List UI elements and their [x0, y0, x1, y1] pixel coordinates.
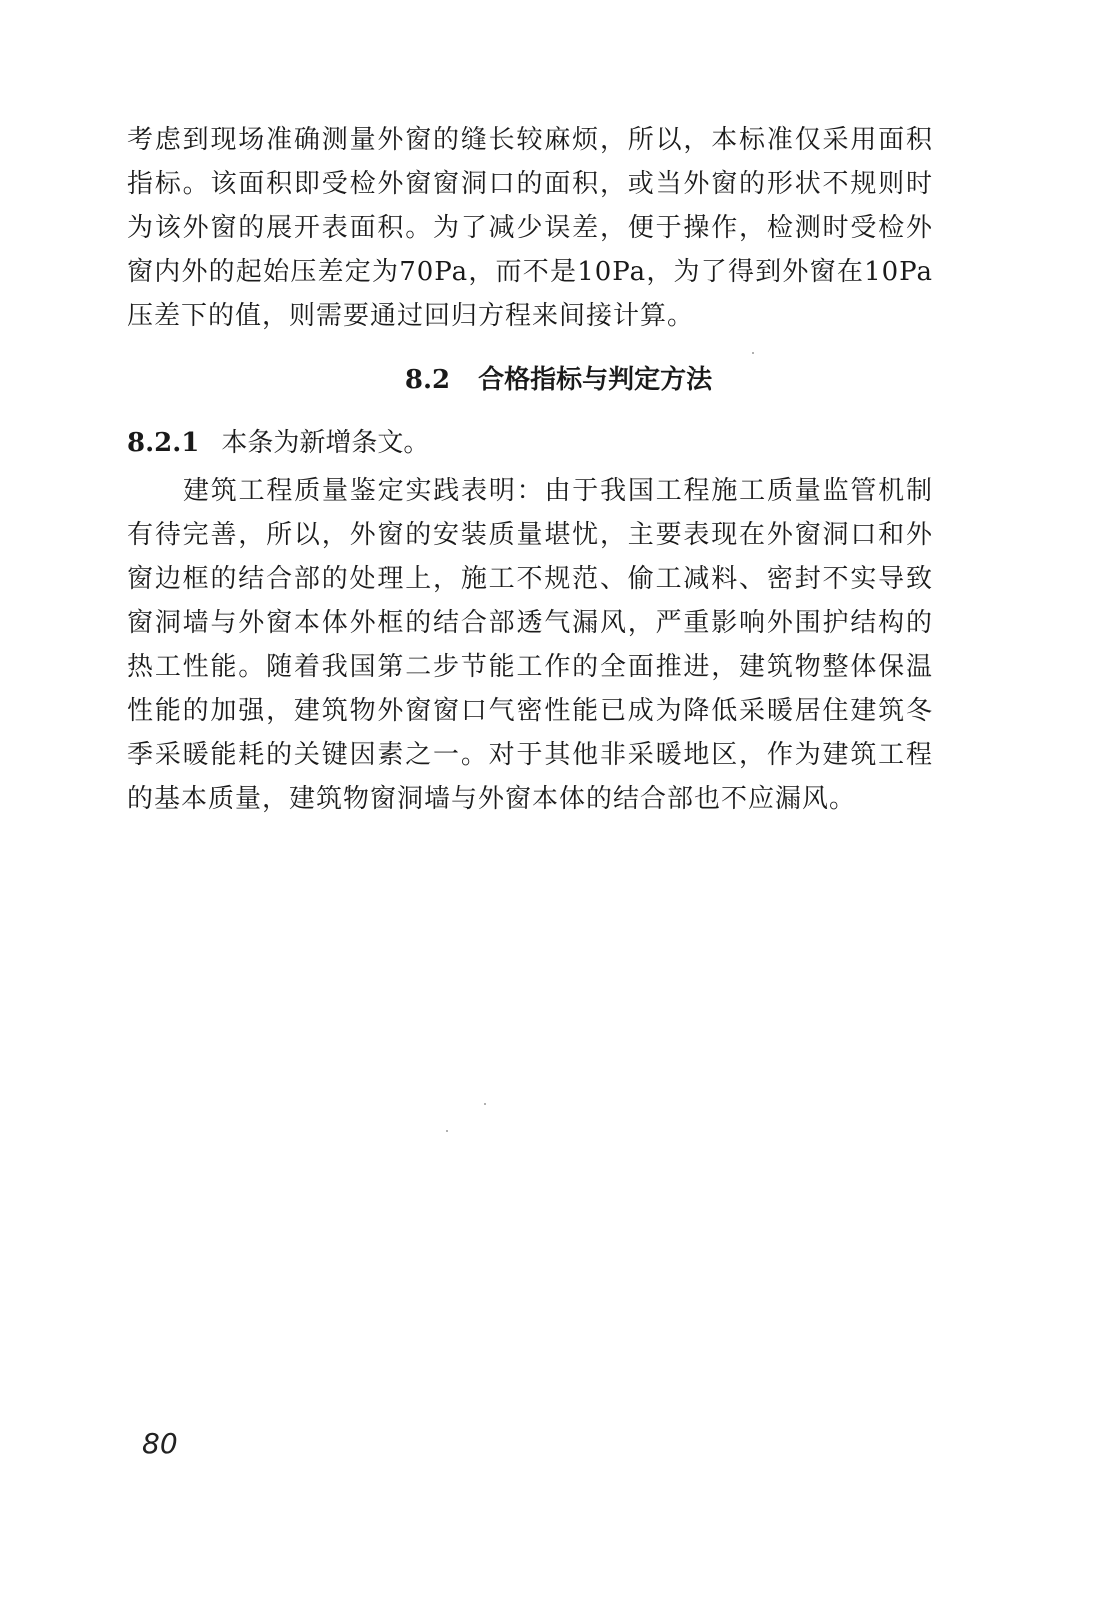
intro-paragraph: 考虑到现场准确测量外窗的缝长较麻烦，所以，本标准仅采用面积指标。该面积即受检外窗窗洞口的面积，或当外窗的形状不规则时为该外窗的展开表面积。为了减少误差，便于操作，检测时受检外窗内外的起始压差定为70Pa，而不是10Pa，为了得到外窗在10Pa压差下的值，则需要通过回归方程来间接计算。 — [127, 125, 933, 331]
page-number: 80 — [142, 1427, 178, 1460]
scan-speck — [484, 1103, 486, 1105]
clause-line — [127, 421, 933, 465]
scan-speck — [446, 1130, 448, 1132]
section-number: 8.2 — [404, 365, 451, 395]
clause-number: 8.2.1 — [127, 428, 200, 458]
section-title: 合格指标与判定方法 — [478, 365, 713, 395]
scan-speck — [752, 352, 754, 354]
explanation-paragraph: 建筑工程质量鉴定实践表明：由于我国工程施工质量监管机制有待完善，所以，外窗的安装质量堪忧，主要表现在外窗洞口和外窗边框的结合部的处理上，施工不规范、偷工减料、密封不实导致窗洞墙与外窗本体外框的结合部透气漏风，严重影响外围护结构的热工性能。随着我国第二步节能工作的全面推进，建筑物整体保温性能的加强，建筑物外窗窗口气密性能已成为降低采暖居住建筑冬季采暖能耗的关键因素之一。对于其他非采暖地区，作为建筑工程的基本质量，建筑物窗洞墙与外窗本体的结合部也不应漏风。 — [127, 476, 933, 814]
section-heading — [0, 358, 1117, 402]
clause-text: 本条为新增条文。 — [221, 428, 430, 458]
